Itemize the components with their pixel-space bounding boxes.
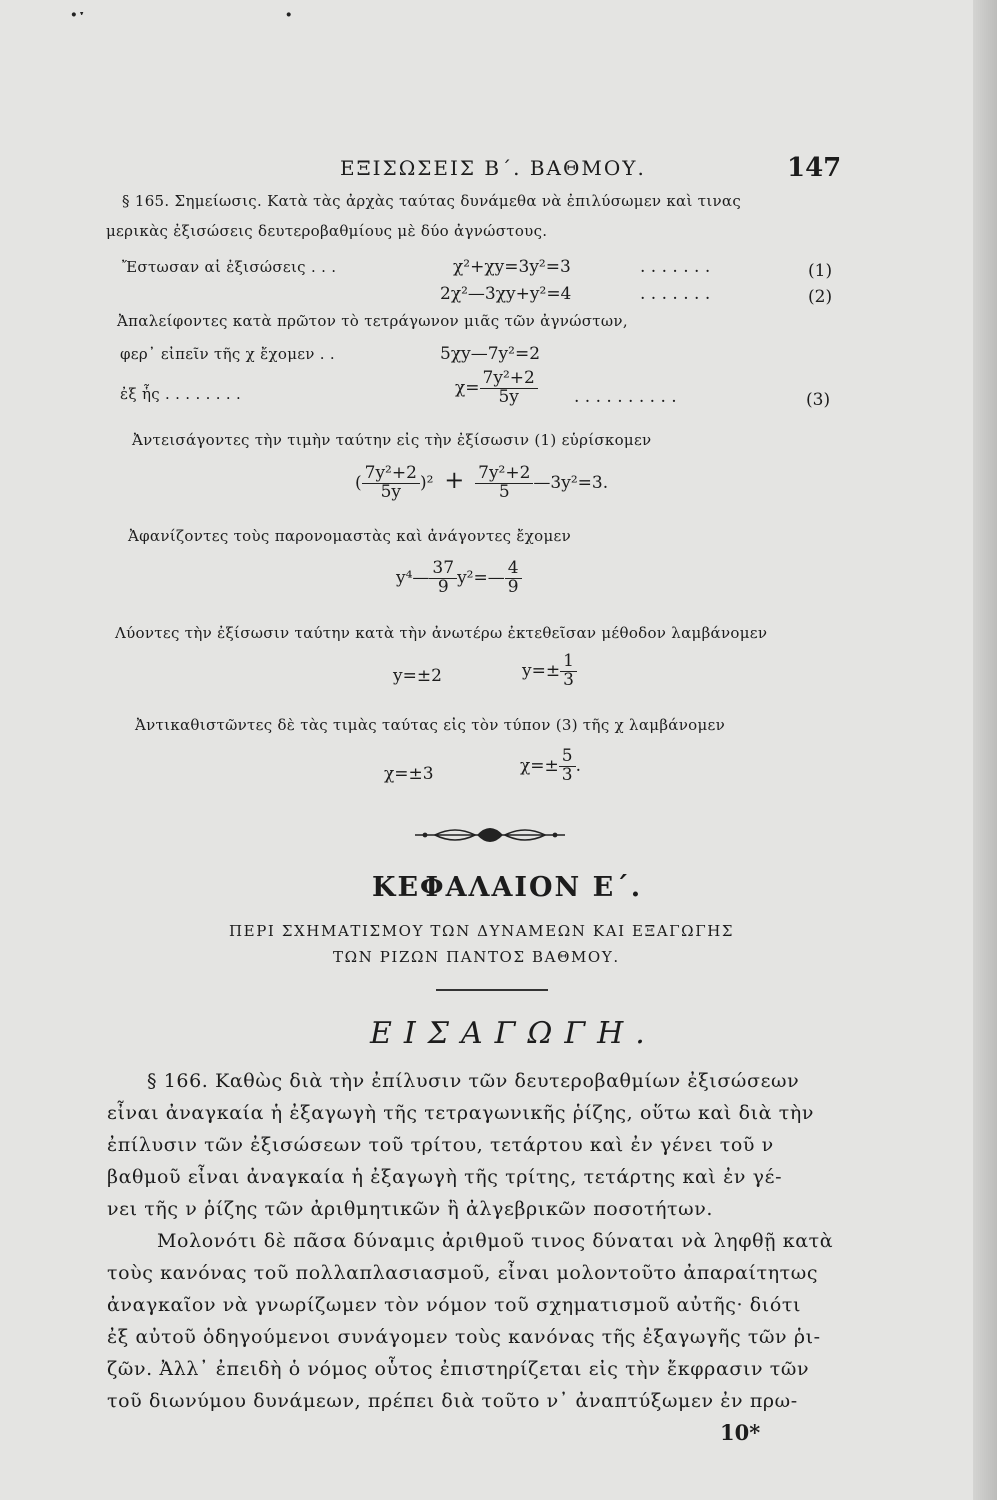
- s166-line-6: Μολονότι δὲ πᾶσα δύναμις ἀριθμοῦ τινος δύναται νὰ ληφθῇ κατὰ: [157, 1230, 834, 1252]
- s165-line4-equation: 5χy—7y²=2: [440, 344, 541, 364]
- sol-x2-fraction: [559, 748, 576, 785]
- sol-y2-numerator: 1: [560, 653, 577, 672]
- eq4-f1-denominator: 5y: [380, 481, 401, 502]
- s166-line-3: ἐπίλυσιν τῶν ἐξισώσεων τοῦ τρίτου, τετάρτου καὶ ἐν γένει τοῦ ν: [107, 1134, 774, 1156]
- eq3-dots: . . . . . . . . . .: [574, 387, 677, 407]
- s166-line-8: ἀναγκαῖον νὰ γνωρίζωμεν τὸν νόμον τοῦ σχηματισμοῦ αὐτῆς· διότι: [107, 1294, 802, 1316]
- signature-mark: 10*: [720, 1420, 761, 1445]
- s166-line-2: εἶναι ἀναγκαία ἡ ἐξαγωγὴ τῆς τετραγωνικῆς ῥίζης, οὕτω καὶ διὰ τὴν: [107, 1102, 814, 1124]
- s165-line3: Ἀπαλείφοντες κατὰ πρῶτον τὸ τετράγωνον μιᾶς τῶν ἀγνώστων,: [117, 312, 628, 330]
- ornament-divider: [415, 822, 565, 848]
- eq1-label: Ἔστωσαν αἱ ἐξισώσεις . . .: [122, 258, 337, 276]
- chapter-title: ΚΕΦΑΛΑΙΟΝ Ε΄.: [372, 872, 643, 903]
- s166-line-10: ζῶν. Ἀλλ᾽ ἐπειδὴ ὁ νόμος οὗτος ἐπιστηρίζεται εἰς τὴν ἔκφρασιν τῶν: [107, 1358, 810, 1380]
- s165-line7: Λύοντες τὴν ἐξίσωσιν ταύτην κατὰ τὴν ἀνωτέρω ἐκτεθεῖσαν μέθοδον λαμβάνομεν: [115, 624, 768, 642]
- equation-3-number: (3): [806, 390, 831, 410]
- eq5-part-b: y²=—: [457, 567, 505, 588]
- ink-specks: ·ˑ ·: [70, 2, 293, 28]
- equation-5: [396, 560, 522, 597]
- eq5-fraction-2: [505, 560, 522, 597]
- s165-line5: Ἀντεισάγοντες τὴν τιμὴν ταύτην εἰς τὴν ἐξίσωσιν (1) εὑρίσκομεν: [132, 431, 652, 449]
- s165-line2: μερικὰς ἐξισώσεις δευτεροβαθμίους μὲ δύο ἀγνώστους.: [106, 222, 548, 240]
- eq4-fraction-1: [362, 465, 420, 502]
- equation-3: [455, 370, 538, 407]
- chapter-subtitle-1: ΠΕΡΙ ΣΧΗΜΑΤΙΣΜΟΥ ΤΩΝ ΔΥΝΑΜΕΩΝ ΚΑΙ ΕΞΑΓΩΓΗΣ: [229, 922, 735, 940]
- s166-line-5: νει τῆς ν ῥίζης τῶν ἀριθμητικῶν ἢ ἀλγεβρικῶν ποσοτήτων.: [107, 1198, 714, 1220]
- sol-x2-denominator: 3: [561, 764, 573, 785]
- equation-1-number: (1): [808, 261, 833, 281]
- eq3-lhs: χ=: [455, 377, 480, 398]
- eq4-f2-numerator: 7y²+2: [475, 465, 533, 484]
- sol-y2-denominator: 3: [563, 669, 574, 690]
- sol-y2-fraction: [560, 653, 577, 690]
- solution-y2: [522, 653, 577, 690]
- s166-line-7: τοὺς κανόνας τοῦ πολλαπλασιασμοῦ, εἶναι μολοντοῦτο ἀπαραίτητως: [107, 1262, 819, 1284]
- s166-line-9: ἐξ αὐτοῦ ὁδηγούμενοι συνάγομεν τοὺς κανόνας τῆς ἐξαγωγῆς τῶν ῥι-: [107, 1326, 821, 1348]
- sol-x2-end: .: [575, 755, 582, 776]
- s165-line4-label: φερ᾽ εἰπεῖν τῆς χ ἔχομεν . .: [120, 345, 336, 363]
- eq2-dots: . . . . . . .: [640, 284, 711, 304]
- eq4-f2-denominator: 5: [498, 481, 510, 502]
- equation-2: 2χ²—3χy+y²=4: [440, 284, 572, 304]
- eq4-open-paren: (: [355, 472, 362, 493]
- equation-1: χ²+χy=3y²=3: [453, 257, 571, 277]
- eq3-fraction: [480, 370, 538, 407]
- sol-x2-lhs: χ=±: [520, 755, 559, 776]
- eq4-close-square: )²: [419, 472, 434, 493]
- s165-line1: § 165. Σημείωσις. Κατὰ τὰς ἀρχὰς ταύτας δυνάμεθα νὰ ἐπιλύσωμεν καὶ τινας: [122, 192, 742, 210]
- page-edge-shadow: [973, 0, 997, 1500]
- eq4-f1-numerator: 7y²+2: [362, 465, 420, 484]
- solution-x2: [520, 748, 581, 785]
- eq5-part-a: y⁴—: [396, 567, 430, 588]
- running-header: ΕΞΙΣΩΣΕΙΣ Β΄. ΒΑΘΜΟΥ.: [340, 156, 646, 180]
- eq5-f1-denominator: 9: [437, 576, 449, 597]
- eq3-label: ἐξ ἧς . . . . . . . .: [120, 385, 242, 403]
- chapter-subtitle-2: ΤΩΝ ΡΙΖΩΝ ΠΑΝΤΟΣ ΒΑΘΜΟΥ.: [333, 948, 620, 966]
- intro-heading: ΕΙΣΑΓΩΓΗ.: [370, 1016, 657, 1051]
- solution-y1: y=±2: [393, 666, 442, 686]
- eq5-f2-denominator: 9: [507, 576, 519, 597]
- eq1-dots: . . . . . . .: [640, 257, 711, 277]
- sol-y2-lhs: y=±: [522, 660, 561, 681]
- eq4-fraction-2: [475, 465, 533, 502]
- eq3-numerator: 7y²+2: [480, 370, 538, 389]
- eq5-f1-numerator: 37: [429, 560, 457, 579]
- s166-line-4: βαθμοῦ εἶναι ἀναγκαία ἡ ἐξαγωγὴ τῆς τρίτης, τετάρτης καὶ ἐν γέ-: [107, 1166, 783, 1188]
- chapter-rule: [436, 989, 548, 991]
- s165-line6: Ἀφανίζοντες τοὺς παρονομαστὰς καὶ ἀνάγοντες ἔχομεν: [128, 527, 571, 545]
- equation-2-number: (2): [808, 287, 833, 307]
- sol-x2-numerator: 5: [559, 748, 576, 767]
- solution-x1: χ=±3: [384, 764, 434, 784]
- equation-4: [355, 465, 608, 502]
- eq4-tail: —3y²=3.: [533, 472, 609, 493]
- s165-line8: Ἀντικαθιστῶντες δὲ τὰς τιμὰς ταύτας εἰς τὸν τύπον (3) τῆς χ λαμβάνομεν: [135, 716, 726, 734]
- eq4-plus: +: [444, 465, 465, 494]
- page-number: 147: [787, 153, 842, 183]
- s166-line-11: τοῦ διωνύμου δυνάμεων, πρέπει διὰ τοῦτο ν᾽ ἀναπτύξωμεν ἐν πρω-: [107, 1390, 798, 1412]
- eq5-fraction-1: [429, 560, 457, 597]
- eq5-f2-numerator: 4: [505, 560, 522, 579]
- eq3-denominator: 5y: [498, 386, 519, 407]
- s166-line-1: § 166. Καθὼς διὰ τὴν ἐπίλυσιν τῶν δευτεροβαθμίων ἐξισώσεων: [147, 1070, 800, 1092]
